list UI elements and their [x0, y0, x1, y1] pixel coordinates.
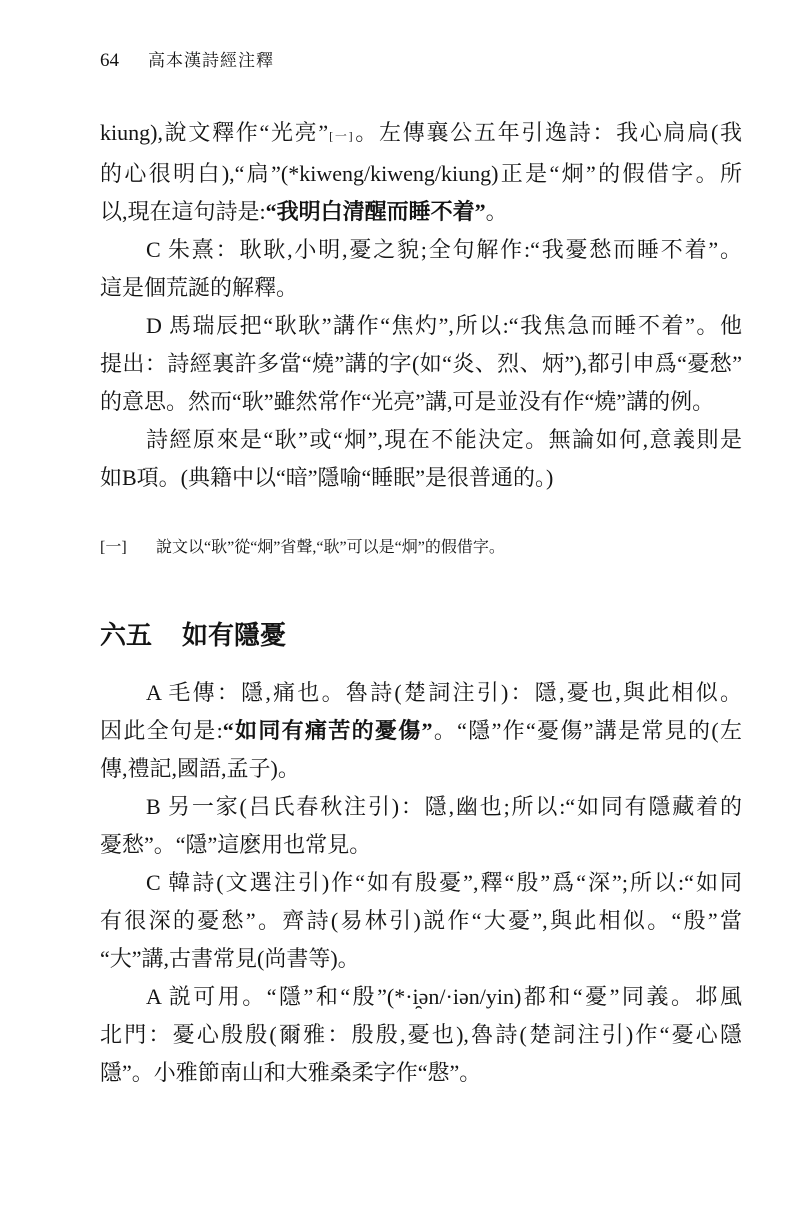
text-segment: C 韓詩(文選注引)作“如有殷憂”,釋“殷”爲“深”;所以:“如同: [146, 870, 742, 895]
text-line: [100, 421, 742, 459]
text-segment: 的心很明白),“扃”(*kiweng/kiweng/kiung)正是“炯”的假借字。所: [100, 161, 742, 186]
text-line: [100, 902, 742, 940]
text-line: [100, 269, 742, 307]
text-line: [100, 459, 742, 497]
text-block-continued: [100, 114, 742, 497]
text-segment: 以,現在這句詩是:: [100, 199, 266, 224]
text-line: [100, 712, 742, 750]
text-line: [100, 155, 742, 193]
text-segment: 傳,禮記,國語,孟子)。: [100, 756, 300, 781]
book-title: 高本漢詩經注釋: [148, 51, 274, 70]
text-segment: 詩經原來是“耿”或“炯”,現在不能決定。無論如何,意義則是: [146, 427, 742, 452]
footnote-text: 說文以“耿”從“炯”省聲,“耿”可以是“炯”的假借字。: [156, 539, 505, 556]
text-segment: 因此全句是:: [100, 718, 223, 743]
text-line: [100, 940, 742, 978]
text-line: [100, 978, 742, 1016]
text-segment: 如B項。(典籍中以“暗”隱喻“睡眠”是很普通的。): [100, 465, 554, 490]
bold-translation: “我明白清醒而睡不着”: [265, 199, 486, 224]
section-number: 六五: [100, 621, 153, 650]
text-line: [100, 307, 742, 345]
text-line: [100, 826, 742, 864]
section-heading: [100, 618, 286, 654]
text-line: [100, 1054, 742, 1092]
text-line: [100, 750, 742, 788]
running-header: [100, 47, 274, 73]
text-line: [100, 193, 742, 231]
text-segment: 隱”。小雅節南山和大雅桑柔字作“慇”。: [100, 1060, 482, 1085]
footnote-marker: [一]: [329, 129, 353, 143]
text-segment: C 朱熹：耿耿,小明,憂之貌;全句解作:“我憂愁而睡不着”。: [146, 237, 742, 262]
text-segment: D 馬瑞辰把“耿耿”講作“焦灼”,所以:“我焦急而睡不着”。他: [146, 313, 742, 338]
text-line: [100, 114, 742, 155]
text-segment: 。: [485, 199, 508, 224]
text-segment: 提出：詩經裏許多當“燒”講的字(如“炎、烈、炳”),都引申爲“憂愁”: [100, 351, 742, 376]
text-segment: B 另一家(吕氏春秋注引)：隱,幽也;所以:“如同有隱藏着的: [146, 794, 742, 819]
text-segment: 。左傳襄公五年引逸詩：我心扃扃(我: [353, 120, 743, 145]
text-segment: A 説可用。“隱”和“殷”(*·i̯ən/·iən/yin)都和“憂”同義。邶風: [146, 984, 742, 1009]
text-segment: 有很深的憂愁”。齊詩(易林引)説作“大憂”,與此相似。“殷”當: [100, 908, 742, 933]
text-segment: 憂愁”。“隱”這麽用也常見。: [100, 832, 372, 857]
text-segment: “大”講,古書常見(尚書等)。: [100, 946, 360, 971]
text-line: [100, 1016, 742, 1054]
text-line: [100, 345, 742, 383]
text-line: [100, 788, 742, 826]
page-number: 64: [100, 50, 119, 71]
bold-translation: “如同有痛苦的憂傷”: [222, 718, 433, 743]
footnote: [100, 536, 742, 560]
text-block-section: [100, 674, 742, 1092]
text-segment: 這是個荒誕的解釋。: [100, 275, 299, 300]
text-line: [100, 674, 742, 712]
text-line: [100, 383, 742, 421]
text-segment: kiung),說文釋作“光亮”: [100, 120, 329, 145]
section-title: 如有隱憂: [182, 621, 287, 650]
text-segment: 北門：憂心殷殷(爾雅：殷殷,憂也),魯詩(楚詞注引)作“憂心隱: [100, 1022, 742, 1047]
text-segment: 。“隱”作“憂傷”講是常見的(左: [432, 718, 742, 743]
text-segment: A 毛傳：隱,痛也。魯詩(楚詞注引)：隱,憂也,與此相似。: [146, 680, 742, 705]
text-line: [100, 864, 742, 902]
footnote-label: [一]: [100, 539, 127, 556]
text-line: [100, 231, 742, 269]
text-segment: 的意思。然而“耿”雖然常作“光亮”講,可是並没有作“燒”講的例。: [100, 389, 715, 414]
